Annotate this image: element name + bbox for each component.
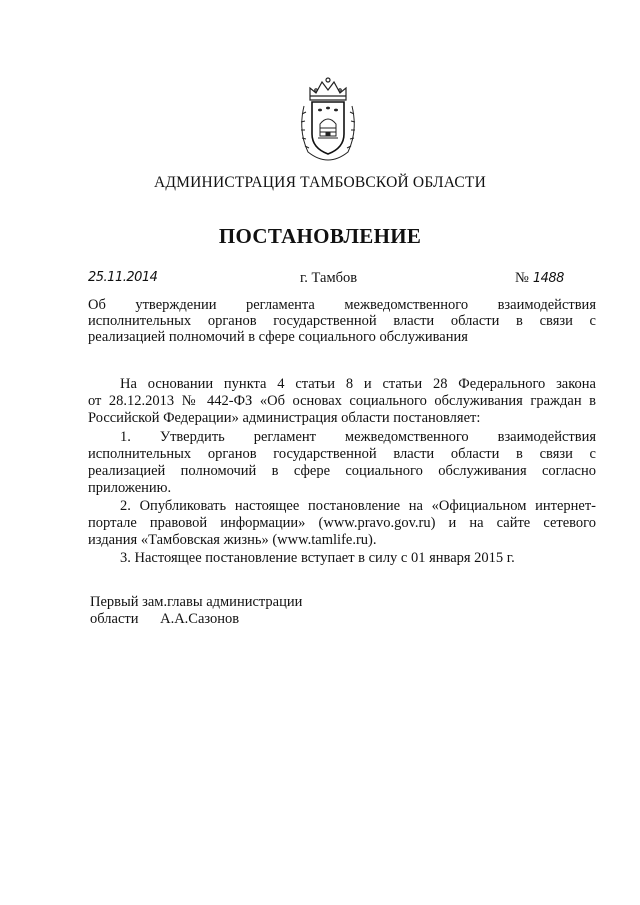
subject-line: исполнительных органов государственной власти области в связи с (88, 313, 596, 329)
preamble-line: от 28.12.2013 № 442-ФЗ «Об основах социального обслуживания граждан в (88, 393, 596, 409)
preamble-line: Российской Федерации» администрация области постановляет: (88, 410, 481, 426)
organization-name: АДМИНИСТРАЦИЯ ТАМБОВСКОЙ ОБЛАСТИ (154, 174, 486, 191)
subject-line: Об утверждении регламента межведомственного взаимодействия (88, 297, 596, 313)
preamble-line: На основании пункта 4 статьи 8 и статьи 28 Федерального закона (120, 376, 596, 392)
number-value: 1488 (532, 271, 564, 286)
document-title: ПОСТАНОВЛЕНИЕ (218, 224, 422, 248)
item2-line: портале правовой информации» (www.pravo.gov.ru) и на сайте сетевого (88, 515, 596, 531)
item1-line: 1. Утвердить регламент межведомственного взаимодействия (120, 429, 596, 445)
item1-line: приложению. (88, 480, 172, 496)
document-number (515, 270, 564, 287)
item1-line: реализацией полномочий в сфере социального обслуживания согласно (88, 463, 596, 479)
item2-line: издания «Тамбовская жизнь» (www.tamlife.ru). (88, 532, 377, 548)
tambov-coat-of-arms-emblem (296, 76, 360, 162)
signatory-name: А.А.Сазонов (160, 611, 240, 627)
signatory-line (90, 611, 239, 628)
item1-line: исполнительных органов государственной власти области в связи с (88, 446, 596, 462)
item2-line: 2. Опубликовать настоящее постановление на «Официальном интернет- (120, 498, 596, 514)
signatory-position-cont: области (90, 611, 139, 627)
document-city: г. Тамбов (300, 270, 358, 286)
signatory-position: Первый зам.главы администрации (90, 594, 303, 610)
document-date: 25.11.2014 (88, 270, 158, 285)
item3-line: 3. Настоящее постановление вступает в силу с 01 января 2015 г. (120, 550, 515, 566)
number-label: № (515, 270, 529, 286)
subject-line: реализацией полномочий в сфере социального обслуживания (88, 329, 468, 345)
